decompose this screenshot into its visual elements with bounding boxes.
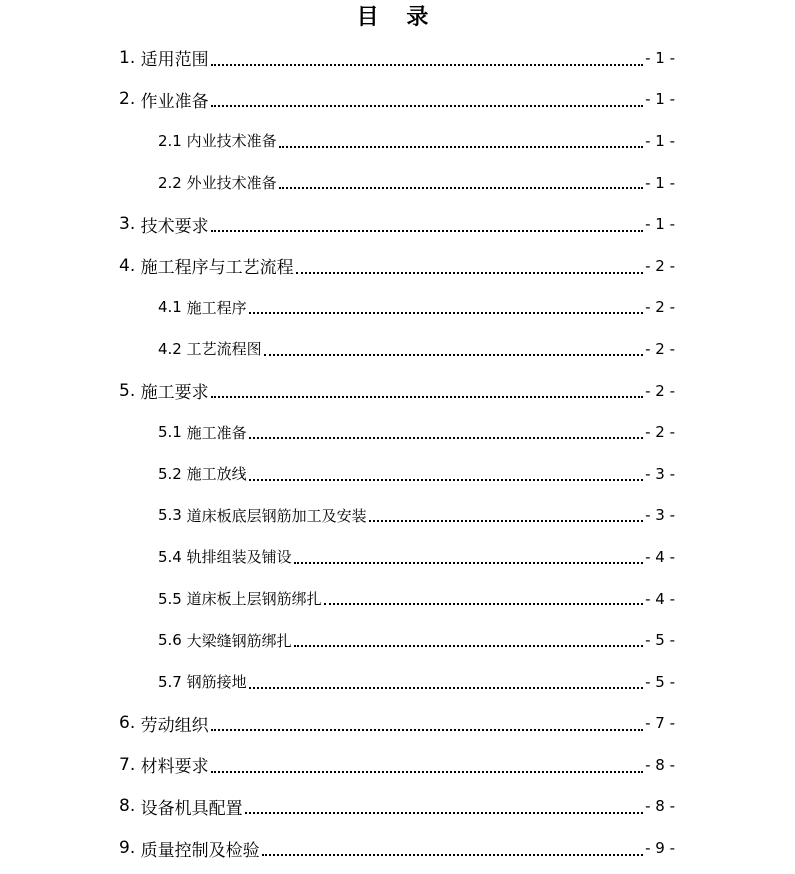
dot-leader: [245, 811, 643, 814]
entry-number: 2.1: [158, 131, 187, 150]
entry-page-number: - 2 -: [645, 423, 675, 442]
toc-subentry[interactable]: [0, 661, 795, 703]
entry-number: 5.7: [158, 672, 187, 691]
entry-text: 质量控制及检验: [140, 840, 260, 861]
dot-leader: [211, 395, 643, 398]
entry-text: 施工程序与工艺流程: [140, 258, 294, 279]
toc-entry[interactable]: [0, 786, 795, 828]
entry-number: 5.4: [158, 547, 187, 566]
toc-entry[interactable]: [0, 245, 795, 287]
entry-page-number: - 4 -: [645, 547, 675, 566]
entry-page-number: - 2 -: [645, 381, 675, 400]
toc-entry[interactable]: [0, 79, 795, 121]
entry-number: 5.6: [158, 631, 187, 650]
dot-leader: [249, 478, 643, 481]
entry-text: 劳动组织: [140, 715, 209, 736]
entry-text: 道床板上层钢筋绑扎: [186, 590, 322, 609]
entry-text: 施工要求: [140, 383, 209, 404]
dot-leader: [294, 561, 643, 564]
entry-text: 施工放线: [186, 465, 247, 484]
toc-title: 目 录: [356, 4, 439, 30]
entry-page-number: - 1 -: [645, 48, 675, 67]
dot-leader: [211, 229, 643, 232]
dot-leader: [324, 602, 643, 605]
dot-leader: [211, 104, 643, 107]
toc-subentry[interactable]: [0, 328, 795, 370]
entry-text: 作业准备: [140, 91, 209, 112]
dot-leader: [369, 519, 643, 522]
toc-subentry[interactable]: [0, 411, 795, 453]
entry-page-number: - 9 -: [645, 839, 675, 858]
entry-text: 大梁缝钢筋绑扎: [186, 631, 292, 650]
entry-text: 施工准备: [186, 423, 247, 442]
toc-subentry[interactable]: [0, 578, 795, 620]
entry-number: 2.2: [158, 173, 187, 192]
entry-text: 施工程序: [186, 298, 247, 317]
entry-page-number: - 1 -: [645, 215, 675, 234]
toc-subentry[interactable]: [0, 162, 795, 204]
toc-subentry[interactable]: [0, 453, 795, 495]
dot-leader: [211, 770, 643, 773]
entry-number: 4.: [119, 255, 141, 276]
toc-subentry[interactable]: [0, 287, 795, 329]
entry-page-number: - 5 -: [645, 672, 675, 691]
dot-leader: [279, 186, 643, 189]
entry-page-number: - 2 -: [645, 256, 675, 275]
toc-entry[interactable]: [0, 744, 795, 786]
toc-entry[interactable]: [0, 37, 795, 79]
dot-leader: [249, 311, 643, 314]
entry-page-number: - 5 -: [645, 631, 675, 650]
entry-number: 3.: [119, 214, 141, 235]
entry-number: 7.: [119, 754, 141, 775]
entry-number: 5.1: [158, 423, 187, 442]
entry-text: 钢筋接地: [186, 673, 247, 692]
toc-entry[interactable]: [0, 203, 795, 245]
entry-text: 轨排组装及铺设: [186, 548, 292, 567]
dot-leader: [262, 853, 643, 856]
entry-number: 5.5: [158, 589, 187, 608]
entry-text: 材料要求: [140, 757, 209, 778]
entry-page-number: - 4 -: [645, 589, 675, 608]
dot-leader: [211, 63, 643, 66]
entry-page-number: - 2 -: [645, 339, 675, 358]
dot-leader: [296, 271, 643, 274]
entry-page-number: - 1 -: [645, 131, 675, 150]
entry-text: 工艺流程图: [186, 340, 262, 359]
entry-number: 4.1: [158, 298, 187, 317]
dot-leader: [211, 728, 643, 731]
entry-page-number: - 2 -: [645, 298, 675, 317]
entry-number: 5.: [119, 380, 141, 401]
entry-page-number: - 8 -: [645, 797, 675, 816]
entry-number: 5.2: [158, 464, 187, 483]
entry-number: 2.: [119, 89, 141, 110]
toc-subentry[interactable]: [0, 495, 795, 537]
dot-leader: [279, 145, 643, 148]
entry-number: 5.3: [158, 506, 187, 525]
entry-page-number: - 1 -: [645, 90, 675, 109]
entry-number: 8.: [119, 796, 141, 817]
entry-text: 道床板底层钢筋加工及安装: [186, 506, 367, 525]
dot-leader: [249, 436, 643, 439]
entry-number: 9.: [119, 838, 141, 859]
dot-leader: [249, 686, 643, 689]
dot-leader: [294, 644, 643, 647]
entry-page-number: - 1 -: [645, 173, 675, 192]
entry-page-number: - 8 -: [645, 755, 675, 774]
toc-entry[interactable]: [0, 827, 795, 869]
entry-text: 设备机具配置: [140, 798, 243, 819]
entry-text: 外业技术准备: [186, 174, 277, 193]
entry-page-number: - 7 -: [645, 714, 675, 733]
dot-leader: [264, 353, 643, 356]
entry-page-number: - 3 -: [645, 464, 675, 483]
entry-number: 4.2: [158, 339, 187, 358]
entry-text: 内业技术准备: [186, 132, 277, 151]
entry-page-number: - 3 -: [645, 506, 675, 525]
entry-text: 适用范围: [140, 50, 209, 71]
entry-number: 6.: [119, 713, 141, 734]
toc-subentry[interactable]: [0, 536, 795, 578]
entry-number: 1.: [119, 47, 141, 68]
toc-entry[interactable]: [0, 703, 795, 745]
entry-text: 技术要求: [140, 216, 209, 237]
toc-entry[interactable]: [0, 370, 795, 412]
toc-subentry[interactable]: [0, 120, 795, 162]
toc-subentry[interactable]: [0, 619, 795, 661]
toc-list: [0, 37, 795, 869]
